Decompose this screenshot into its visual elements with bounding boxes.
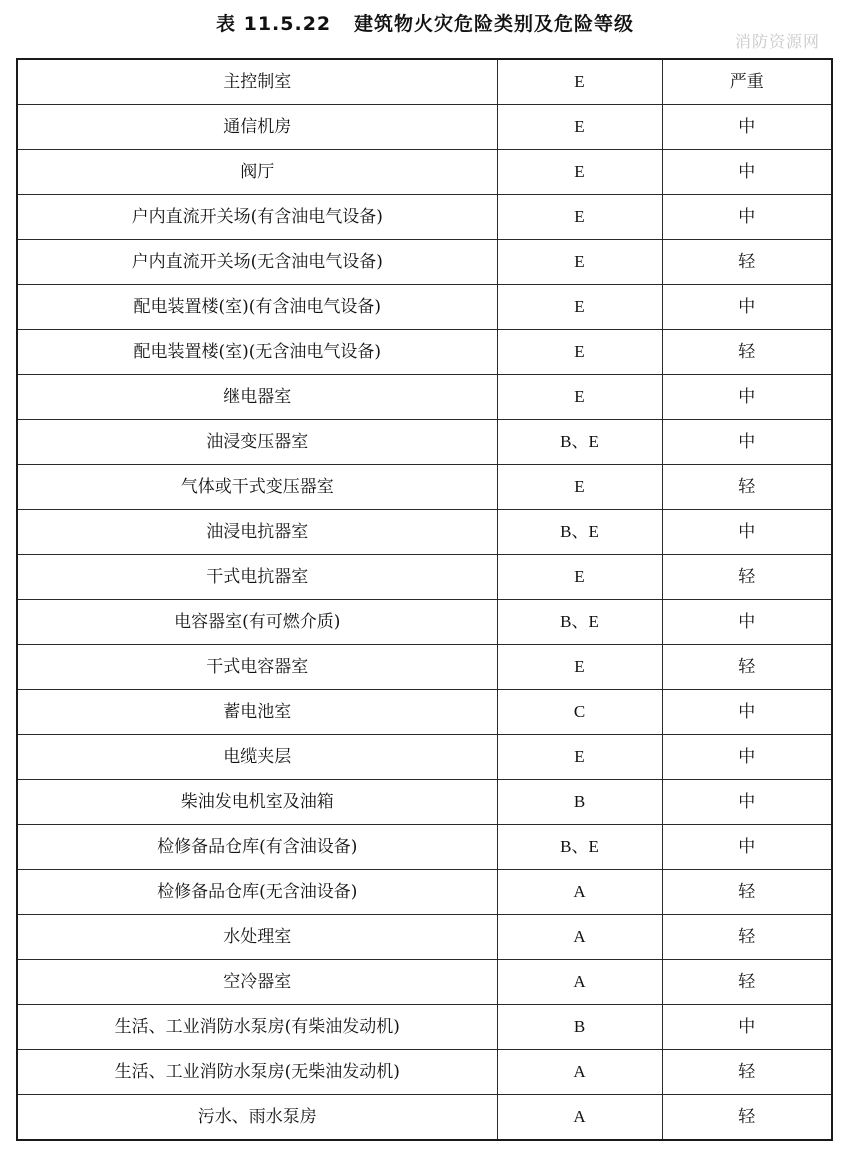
hazard-level-cell: 中 — [662, 735, 832, 780]
table-row — [17, 375, 832, 420]
table-row — [17, 285, 832, 330]
table-row — [17, 195, 832, 240]
hazard-level-cell: 中 — [662, 195, 832, 240]
table-row — [17, 150, 832, 195]
hazard-level-cell: 轻 — [662, 555, 832, 600]
fire-category-cell: B — [497, 1005, 662, 1050]
fire-category-cell: A — [497, 870, 662, 915]
fire-category-cell: C — [497, 690, 662, 735]
hazard-level-cell: 中 — [662, 420, 832, 465]
table-row — [17, 105, 832, 150]
fire-category-cell: A — [497, 1050, 662, 1095]
fire-category-cell: E — [497, 555, 662, 600]
fire-category-cell: E — [497, 735, 662, 780]
building-name-cell: 污水、雨水泵房 — [17, 1095, 497, 1141]
hazard-level-cell: 轻 — [662, 1095, 832, 1141]
building-name-cell: 通信机房 — [17, 105, 497, 150]
hazard-level-cell: 严重 — [662, 59, 832, 105]
table-row — [17, 645, 832, 690]
fire-category-cell: A — [497, 915, 662, 960]
building-name-cell: 生活、工业消防水泵房(有柴油发动机) — [17, 1005, 497, 1050]
watermark: 消防资源网 — [734, 32, 820, 51]
fire-category-cell: E — [497, 59, 662, 105]
building-name-cell: 干式电容器室 — [17, 645, 497, 690]
building-name-cell: 气体或干式变压器室 — [17, 465, 497, 510]
building-name-cell: 油浸变压器室 — [17, 420, 497, 465]
hazard-level-cell: 中 — [662, 600, 832, 645]
fire-category-cell: E — [497, 150, 662, 195]
building-name-cell: 柴油发电机室及油箱 — [17, 780, 497, 825]
building-name-cell: 检修备品仓库(无含油设备) — [17, 870, 497, 915]
fire-category-cell: E — [497, 240, 662, 285]
fire-category-cell: B、E — [497, 825, 662, 870]
hazard-level-cell: 中 — [662, 150, 832, 195]
table-row — [17, 330, 832, 375]
building-name-cell: 油浸电抗器室 — [17, 510, 497, 555]
fire-category-cell: A — [497, 960, 662, 1005]
building-name-cell: 继电器室 — [17, 375, 497, 420]
table-row — [17, 240, 832, 285]
hazard-level-cell: 轻 — [662, 645, 832, 690]
hazard-level-cell: 轻 — [662, 240, 832, 285]
building-name-cell: 阀厅 — [17, 150, 497, 195]
building-name-cell: 户内直流开关场(有含油电气设备) — [17, 195, 497, 240]
table-row — [17, 510, 832, 555]
hazard-level-cell: 轻 — [662, 870, 832, 915]
fire-category-cell: A — [497, 1095, 662, 1141]
table-row — [17, 555, 832, 600]
fire-hazard-table — [16, 58, 833, 1141]
hazard-level-cell: 中 — [662, 375, 832, 420]
building-name-cell: 电缆夹层 — [17, 735, 497, 780]
table-row — [17, 420, 832, 465]
hazard-level-cell: 中 — [662, 285, 832, 330]
hazard-level-cell: 中 — [662, 105, 832, 150]
fire-category-cell: E — [497, 195, 662, 240]
fire-category-cell: B — [497, 780, 662, 825]
building-name-cell: 干式电抗器室 — [17, 555, 497, 600]
table-row — [17, 600, 832, 645]
hazard-level-cell: 中 — [662, 510, 832, 555]
hazard-level-cell: 中 — [662, 690, 832, 735]
hazard-level-cell: 轻 — [662, 960, 832, 1005]
table-row — [17, 870, 832, 915]
fire-category-cell: B、E — [497, 600, 662, 645]
building-name-cell: 空冷器室 — [17, 960, 497, 1005]
table-row — [17, 780, 832, 825]
fire-category-cell: B、E — [497, 510, 662, 555]
hazard-level-cell: 轻 — [662, 330, 832, 375]
hazard-level-cell: 轻 — [662, 915, 832, 960]
building-name-cell: 配电装置楼(室)(有含油电气设备) — [17, 285, 497, 330]
table-row — [17, 465, 832, 510]
hazard-level-cell: 轻 — [662, 465, 832, 510]
building-name-cell: 检修备品仓库(有含油设备) — [17, 825, 497, 870]
building-name-cell: 配电装置楼(室)(无含油电气设备) — [17, 330, 497, 375]
fire-category-cell: E — [497, 285, 662, 330]
table-row — [17, 1005, 832, 1050]
building-name-cell: 水处理室 — [17, 915, 497, 960]
hazard-level-cell: 中 — [662, 780, 832, 825]
building-name-cell: 蓄电池室 — [17, 690, 497, 735]
building-name-cell: 主控制室 — [17, 59, 497, 105]
fire-category-cell: B、E — [497, 420, 662, 465]
building-name-cell: 电容器室(有可燃介质) — [17, 600, 497, 645]
hazard-level-cell: 轻 — [662, 1050, 832, 1095]
fire-category-cell: E — [497, 645, 662, 690]
hazard-level-cell: 中 — [662, 825, 832, 870]
table-row — [17, 1095, 832, 1141]
table-row — [17, 59, 832, 105]
hazard-level-cell: 中 — [662, 1005, 832, 1050]
fire-category-cell: E — [497, 465, 662, 510]
table-body — [17, 59, 832, 1140]
table-row — [17, 735, 832, 780]
table-row — [17, 915, 832, 960]
fire-category-cell: E — [497, 375, 662, 420]
building-name-cell: 户内直流开关场(无含油电气设备) — [17, 240, 497, 285]
fire-category-cell: E — [497, 105, 662, 150]
table-row — [17, 1050, 832, 1095]
page-title: 表 11.5.22 建筑物火灾危险类别及危险等级 — [216, 13, 634, 35]
table-row — [17, 825, 832, 870]
fire-category-cell: E — [497, 330, 662, 375]
building-name-cell: 生活、工业消防水泵房(无柴油发动机) — [17, 1050, 497, 1095]
table-row — [17, 690, 832, 735]
table-row — [17, 960, 832, 1005]
